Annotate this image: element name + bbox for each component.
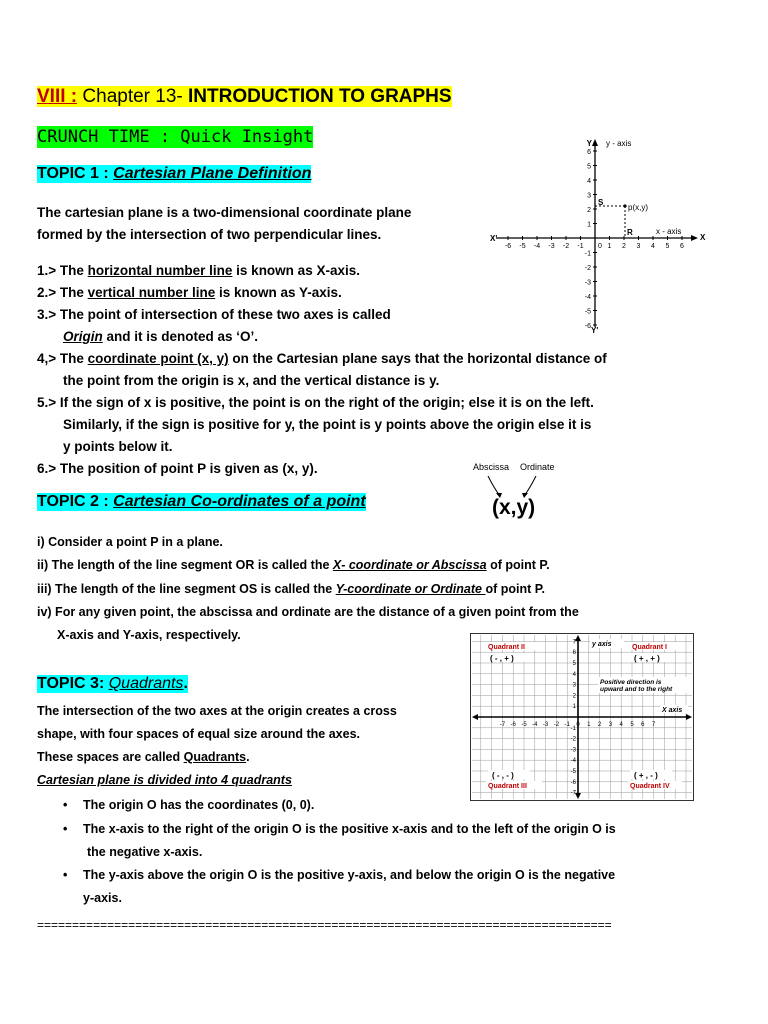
- point-4-cont: the point from the origin is x, and the vertical distance is y.: [63, 373, 440, 388]
- point-s: S: [598, 198, 604, 207]
- chapter-title: INTRODUCTION TO GRAPHS: [188, 86, 452, 107]
- point-4-u: coordinate point (x, y): [87, 351, 229, 366]
- point-4-a: 4,> The: [37, 351, 88, 366]
- topic3-line4: Cartesian plane is divided into 4 quadrants: [37, 773, 292, 787]
- point-4: [37, 348, 607, 370]
- q-y-tick-label: -7: [570, 790, 576, 797]
- topic3-line3-a: These spaces are called: [37, 750, 184, 764]
- topic2-i: i) Consider a point P in a plane.: [37, 535, 223, 549]
- topic2-label: TOPIC 2 :: [37, 493, 114, 510]
- bullet-1-text: The origin O has the coordinates (0, 0).: [83, 798, 315, 812]
- x-tick-label: -6: [504, 243, 512, 250]
- q-y-tick-label: 1: [572, 704, 576, 711]
- topic1-intro-line2: formed by the intersection of two perpendicular lines.: [37, 227, 382, 242]
- chapter-label: Chapter 13-: [77, 86, 189, 107]
- x-tick-label: 2: [622, 243, 626, 250]
- topic2-iii-a: iii) The length of the line segment OS is called the: [37, 582, 336, 596]
- point-1: [37, 260, 360, 282]
- q-x-tick-label: -4: [532, 722, 538, 728]
- x-tick-label: 4: [651, 243, 655, 250]
- topic1-heading: [37, 165, 311, 183]
- y-tick-label: 2: [587, 207, 591, 214]
- q-x-tick-label: 2: [597, 722, 602, 728]
- q-x-tick-label: 6: [641, 722, 645, 728]
- x-tick-label: -1: [577, 243, 584, 250]
- x-tick-label: -4: [533, 243, 541, 250]
- quadrant-1-label: Quadrant I: [632, 644, 668, 651]
- q-x-tick-label: 1: [587, 722, 591, 728]
- point-5-cont2: y points below it.: [63, 439, 173, 454]
- topic1-label: TOPIC 1 :: [37, 165, 114, 182]
- quadrant-1-signs: ( + , + ): [634, 654, 660, 663]
- y-tick-label: 5: [587, 163, 591, 171]
- x-tick-label: 5: [665, 243, 670, 250]
- topic2-iii-b: of point P.: [485, 582, 545, 596]
- y-tick-label: -3: [584, 279, 591, 287]
- q-x-tick-label: 7: [651, 722, 656, 728]
- xy-text: (x,y): [492, 496, 536, 519]
- bullet-2: • The x-axis to the right of the origin O is the positive x-axis and to the left of the origin O is: [63, 818, 67, 841]
- crunch-time-banner: CRUNCH TIME : Quick Insight: [37, 127, 314, 147]
- q-y-tick-label: 7: [572, 639, 576, 646]
- topic3-label: TOPIC 3:: [37, 675, 109, 692]
- q-x-tick-label: -7: [499, 722, 506, 728]
- topic3-heading: [37, 675, 188, 693]
- point-1-u: horizontal number line: [87, 263, 233, 278]
- quadrant-4-label: Quadrant IV: [630, 783, 670, 790]
- y-tick-label: -4: [584, 294, 591, 301]
- point-r: R: [627, 228, 633, 237]
- point-4-b: on the Cartesian plane says that the horizontal distance of: [228, 351, 607, 366]
- q-y-tick-label: 5: [572, 661, 576, 667]
- topic1-title: Cartesian Plane Definition: [113, 165, 312, 182]
- x-tick-label: 3: [636, 243, 641, 250]
- y-tick-label: -6: [584, 323, 591, 330]
- point-1-a: 1.> The: [37, 263, 88, 278]
- topic3-line2: shape, with four spaces of equal size around the axes.: [37, 727, 361, 741]
- bullet-3-text: The y-axis above the origin O is the positive y-axis, and below the origin O is the negative: [83, 868, 616, 882]
- quadrants-figure: [470, 633, 694, 801]
- q-y-tick-label: -1: [570, 725, 576, 732]
- cartesian-plane-figure: [486, 135, 706, 335]
- q-x-tick-label: -2: [553, 722, 560, 728]
- q-x-tick-label: 0: [576, 722, 580, 728]
- q-y-tick-label: -3: [570, 747, 576, 754]
- y-axis-label: y - axis: [606, 139, 632, 148]
- topic3-line3-b: .: [246, 750, 250, 764]
- y-axis-label-2: y axis: [592, 641, 612, 648]
- q-y-tick-label: -2: [570, 736, 576, 743]
- point-p: p(x,y): [628, 203, 648, 212]
- topic3-line3: [37, 746, 250, 769]
- bullet-2-cont: the negative x-axis.: [87, 845, 203, 859]
- topic3-line1: The intersection of the two axes at the origin creates a cross: [37, 704, 397, 718]
- x-tick-label: 6: [680, 243, 684, 250]
- point-5: 5.> If the sign of x is positive, the point is on the right of the origin; else it is on the left.: [37, 395, 594, 410]
- bullet-3: • The y-axis above the origin O is the positive y-axis, and below the origin O is the negative: [63, 864, 67, 887]
- point-2: [37, 282, 342, 304]
- ordinate-label: Ordinate: [520, 462, 555, 472]
- q-y-tick-label: -6: [570, 779, 576, 786]
- abscissa-label: Abscissa: [473, 462, 510, 472]
- q-x-tick-label: 4: [619, 722, 623, 728]
- origin-term: Origin: [63, 329, 103, 344]
- point-1-b: is known as X-axis.: [232, 263, 360, 278]
- q-y-tick-label: 4: [572, 671, 576, 678]
- topic2-ii-b: of point P.: [486, 558, 550, 572]
- topic2-iii: [37, 578, 545, 601]
- topic2-ii: [37, 554, 550, 577]
- x-label: X: [700, 233, 706, 242]
- topic2-iv-cont: X-axis and Y-axis, respectively.: [57, 628, 241, 642]
- x-tick-label: 1: [607, 243, 612, 250]
- bullet-2-text: The x-axis to the right of the origin O is the positive x-axis and to the left of the origin O is: [83, 822, 616, 836]
- x-tick-label: -5: [519, 243, 526, 250]
- quadrant-4-signs: ( + , - ): [634, 771, 658, 780]
- quadrants-term: Quadrants: [183, 750, 247, 764]
- point-3-cont: [63, 326, 258, 348]
- y-tick-label: -2: [584, 265, 591, 272]
- topic3-dot: .: [183, 675, 188, 692]
- xy-diagram: [470, 460, 570, 520]
- y-tick-label: -1: [584, 250, 591, 258]
- topic2-iii-u: Y-coordinate or Ordinate: [335, 582, 486, 596]
- origin-label: 0: [598, 243, 602, 250]
- point-6: 6.> The position of point P is given as (x, y).: [37, 461, 318, 476]
- point-2-a: 2.> The: [37, 285, 88, 300]
- x-neg-label: X': [490, 234, 498, 243]
- x-axis-label: x - axis: [656, 227, 682, 236]
- topic1-intro-line1: The cartesian plane is a two-dimensional coordinate plane: [37, 205, 412, 220]
- point-3-b: and it is denoted as ‘O’.: [102, 329, 259, 344]
- q-x-tick-label: -5: [521, 722, 527, 728]
- point-3: 3.> The point of intersection of these two axes is called: [37, 307, 391, 322]
- q-y-tick-label: 2: [572, 693, 576, 700]
- q-x-tick-label: 5: [630, 722, 634, 728]
- quadrant-3-signs: ( - , - ): [492, 771, 514, 780]
- quadrant-2-label: Quadrant II: [488, 644, 525, 651]
- topic3-title: Quadrants: [108, 675, 184, 692]
- y-tick-label: 4: [587, 178, 591, 185]
- topic2-ii-a: ii) The length of the line segment OR is called the: [37, 558, 333, 572]
- point-2-b: is known as Y-axis.: [215, 285, 342, 300]
- y-tick-label: 3: [587, 192, 591, 200]
- y-tick-label: 6: [587, 149, 591, 156]
- y-tick-label: 1: [587, 221, 591, 229]
- point-5-cont1: Similarly, if the sign is positive for y, the point is y points above the origin else it is: [63, 417, 592, 432]
- q-x-tick-label: -3: [542, 722, 549, 728]
- quadrant-3-label: Quadrant III: [488, 783, 527, 790]
- bullet-3-cont: y-axis.: [83, 891, 122, 905]
- q-x-tick-label: -1: [564, 722, 570, 728]
- x-tick-label: -2: [562, 243, 570, 250]
- y-neg-label: Y': [591, 326, 599, 335]
- q-y-tick-label: -5: [570, 769, 576, 775]
- q-x-tick-label: 3: [608, 722, 613, 728]
- footer-rule: ==================================================================================: [37, 918, 612, 932]
- y-label: Y: [586, 139, 592, 148]
- bullet-1: • The origin O has the coordinates (0, 0).: [63, 794, 67, 817]
- chapter-heading: [37, 86, 452, 108]
- q-y-tick-label: 6: [572, 650, 576, 657]
- topic2-title: Cartesian Co-ordinates of a point: [113, 493, 366, 510]
- point-2-u: vertical number line: [87, 285, 216, 300]
- topic2-heading: [37, 493, 366, 511]
- q-y-tick-label: 3: [572, 682, 576, 689]
- x-tick-label: -3: [548, 243, 555, 250]
- q-x-tick-label: -6: [510, 722, 516, 728]
- topic2-iv: iv) For any given point, the abscissa and ordinate are the distance of a given point from the: [37, 605, 579, 619]
- grade-label: VIII :: [37, 86, 78, 107]
- q-y-tick-label: -4: [570, 758, 576, 765]
- x-axis-label-2: X axis: [662, 707, 683, 714]
- note-line1: Positive direction is: [600, 679, 662, 686]
- y-tick-label: -5: [584, 308, 591, 316]
- topic2-ii-u: X- coordinate or Abscissa: [332, 558, 487, 572]
- note-line2: upward and to the right: [600, 686, 673, 693]
- quadrant-2-signs: ( - , + ): [490, 654, 514, 663]
